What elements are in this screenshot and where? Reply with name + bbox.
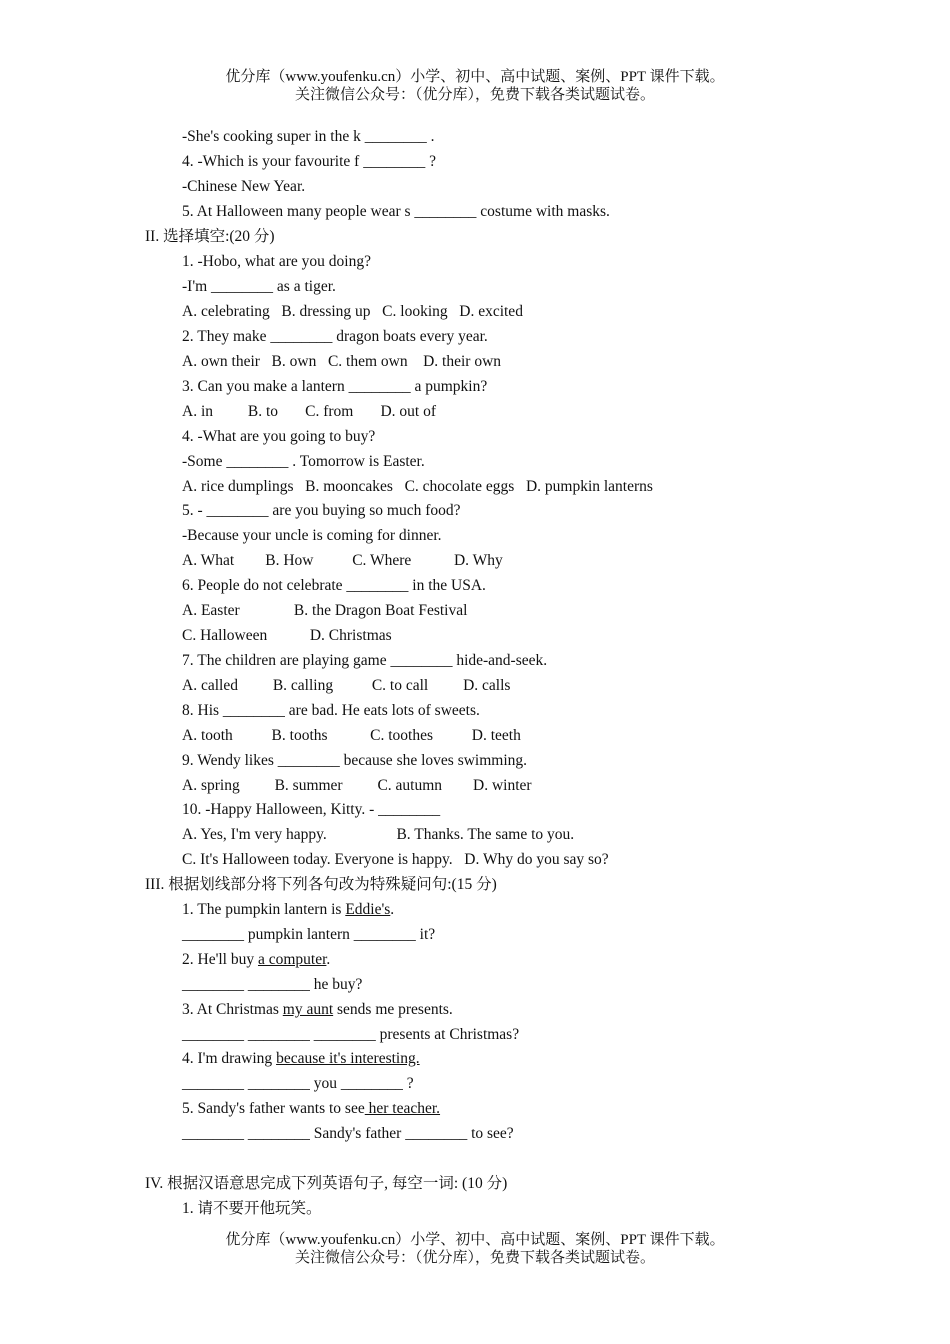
section-2-line: A. spring B. summer C. autumn D. winter <box>182 777 532 794</box>
section-3-question: 1. The pumpkin lantern is Eddie's. <box>182 901 395 918</box>
section-2-line: C. Halloween D. Christmas <box>182 627 392 644</box>
header-line-2: 关注微信公众号：（优分库），免费下载各类试题试卷。 <box>294 87 655 103</box>
section-2-line: A. rice dumplings B. mooncakes C. chocolate eggs D. pumpkin lanterns <box>182 478 653 495</box>
section-2-line: A. called B. calling C. to call D. calls <box>182 677 511 694</box>
section-2-line: A. Yes, I'm very happy. B. Thanks. The same to you. <box>182 826 575 843</box>
section-3-answer: ________ ________ you ________ ? <box>182 1075 414 1092</box>
section-2-line: A. What B. How C. Where D. Why <box>182 552 503 569</box>
part1-line: 5. At Halloween many people wear s ________ costume with masks. <box>182 203 610 220</box>
section-3-question: 4. I'm drawing because it's interesting. <box>182 1050 420 1067</box>
part1-line: -She's cooking super in the k ________ . <box>182 128 435 145</box>
section-3-question: 3. At Christmas my aunt sends me presents. <box>182 1001 453 1018</box>
section-2-line: 8. His ________ are bad. He eats lots of sweets. <box>182 702 480 719</box>
section-2-line: A. own their B. own C. them own D. their own <box>182 353 502 370</box>
footer-line-1: 优分库（www.youfenku.cn）小学、初中、高中试题、案例、PPT 课件下载。 <box>225 1232 725 1248</box>
section-4-question: 1. 请不要开他玩笑。 <box>182 1200 322 1217</box>
section-2-title: II. 选择填空:(20 分) <box>145 228 275 245</box>
section-2-line: 9. Wendy likes ________ because she loves swimming. <box>182 752 528 769</box>
section-3-answer: ________ ________ he buy? <box>182 976 363 993</box>
header-line-1: 优分库（www.youfenku.cn）小学、初中、高中试题、案例、PPT 课件下载。 <box>225 69 725 85</box>
section-2-line: -Some ________ . Tomorrow is Easter. <box>182 453 425 470</box>
section-2-line: -I'm ________ as a tiger. <box>182 278 336 295</box>
section-3-title: III. 根据划线部分将下列各句改为特殊疑问句:(15 分) <box>145 876 497 893</box>
section-2-line: 4. -What are you going to buy? <box>182 428 376 445</box>
section-2-line: 10. -Happy Halloween, Kitty. - ________ <box>182 801 441 818</box>
part1-line: 4. -Which is your favourite f ________ ? <box>182 153 436 170</box>
section-2-line: A. tooth B. tooths C. toothes D. teeth <box>182 727 521 744</box>
section-4-title: IV. 根据汉语意思完成下列英语句子, 每空一词: (10 分) <box>145 1175 508 1192</box>
section-2-line: 5. - ________ are you buying so much food? <box>182 502 461 519</box>
section-2-line: -Because your uncle is coming for dinner. <box>182 527 442 544</box>
section-3-answer: ________ pumpkin lantern ________ it? <box>182 926 436 943</box>
section-3-question: 2. He'll buy a computer. <box>182 951 331 968</box>
section-3-answer: ________ ________ ________ presents at Christmas? <box>182 1026 520 1043</box>
section-2-line: 6. People do not celebrate ________ in the USA. <box>182 577 486 594</box>
section-2-line: 7. The children are playing game ________ hide-and-seek. <box>182 652 548 669</box>
section-2-line: 3. Can you make a lantern ________ a pumpkin? <box>182 378 488 395</box>
footer-line-2: 关注微信公众号：（优分库），免费下载各类试题试卷。 <box>294 1250 655 1266</box>
section-2-line: A. in B. to C. from D. out of <box>182 403 437 420</box>
section-2-line: 1. -Hobo, what are you doing? <box>182 253 371 270</box>
section-2-line: A. Easter B. the Dragon Boat Festival <box>182 602 468 619</box>
section-2-line: 2. They make ________ dragon boats every year. <box>182 328 488 345</box>
section-3-answer: ________ ________ Sandy's father ________ to see? <box>182 1125 514 1142</box>
section-3-question: 5. Sandy's father wants to see her teacher. <box>182 1100 441 1117</box>
section-2-line: C. It's Halloween today. Everyone is happy. D. Why do you say so? <box>182 851 609 868</box>
part1-line: -Chinese New Year. <box>182 178 306 195</box>
section-2-line: A. celebrating B. dressing up C. looking D. excited <box>182 303 523 320</box>
